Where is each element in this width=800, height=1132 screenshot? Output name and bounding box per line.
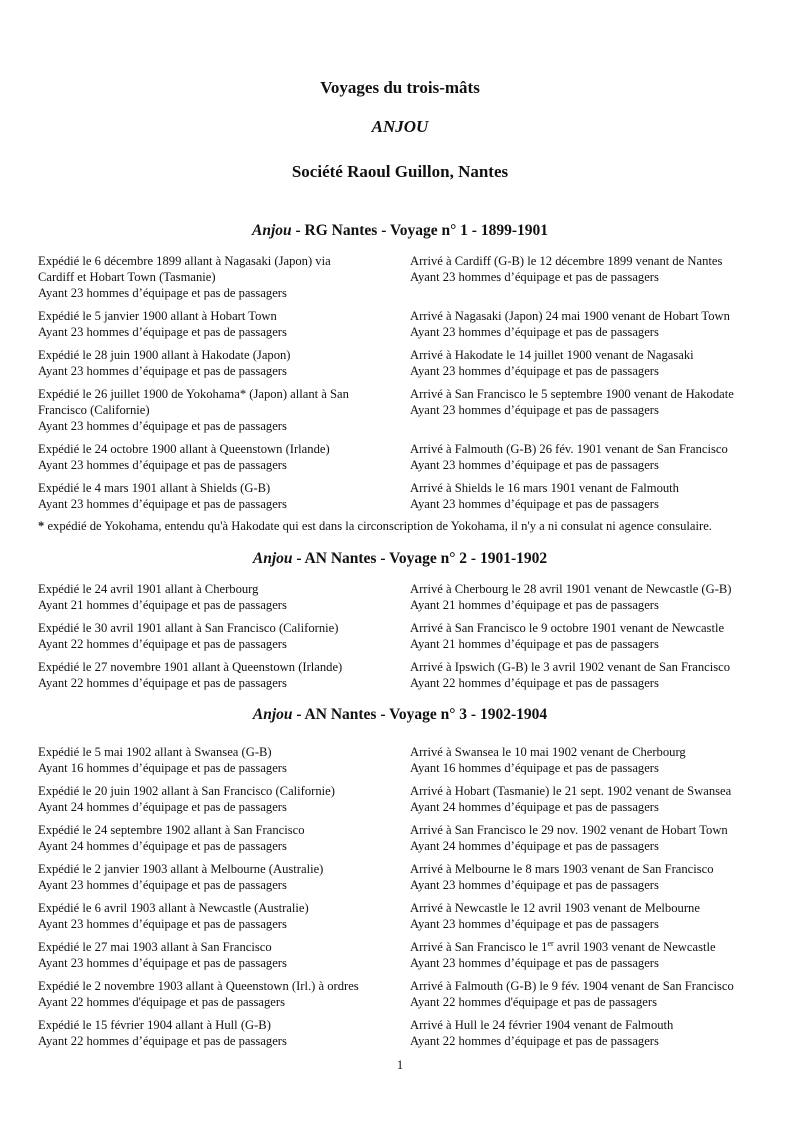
departure-line: Ayant 16 hommes d’équipage et pas de passagers bbox=[38, 761, 287, 775]
departure-line: Expédié le 2 novembre 1903 allant à Queenstown (Irl.) à ordres bbox=[38, 979, 359, 993]
arrival-line: Arrivé à Hobart (Tasmanie) le 21 sept. 1902 venant de Swansea bbox=[410, 784, 732, 798]
arrival-record bbox=[410, 900, 790, 932]
departure-line: Expédié le 5 mai 1902 allant à Swansea (G-B) bbox=[38, 745, 272, 759]
footnote-marker: * bbox=[38, 519, 45, 533]
arrival-line: Ayant 23 hommes d’équipage et pas de passagers bbox=[410, 270, 659, 284]
departure-line: Expédié le 24 septembre 1902 allant à San Francisco bbox=[38, 823, 305, 837]
footnote-text: expédié de Yokohama, entendu qu'à Hakodate qui est dans la circonscription de Yokohama, il n'y a ni consulat ni agence consulaire. bbox=[44, 519, 712, 533]
arrival-record bbox=[410, 441, 790, 473]
departure-record bbox=[38, 253, 388, 301]
arrival-line: Arrivé à Cardiff (G-B) le 12 décembre 1899 venant de Nantes bbox=[410, 254, 723, 268]
arrival-line: Arrivé à Cherbourg le 28 avril 1901 venant de Newcastle (G-B) bbox=[410, 582, 732, 596]
voyage-1-heading bbox=[0, 222, 800, 240]
departure-line: Expédié le 27 mai 1903 allant à San Francisco bbox=[38, 940, 272, 954]
arrival-record bbox=[410, 480, 790, 512]
departure-record bbox=[38, 939, 388, 971]
arrival-line: Arrivé à Falmouth (G-B) 26 fév. 1901 venant de San Francisco bbox=[410, 442, 728, 456]
departure-record bbox=[38, 978, 388, 1010]
arrival-record bbox=[410, 822, 790, 854]
departure-line: Expédié le 27 novembre 1901 allant à Queenstown (Irlande) bbox=[38, 660, 343, 674]
departure-line: Expédié le 15 février 1904 allant à Hull (G-B) bbox=[38, 1018, 271, 1032]
voyage-2-ship: Anjou bbox=[252, 550, 293, 567]
arrival-line: Ayant 23 hommes d’équipage et pas de passagers bbox=[410, 458, 659, 472]
departure-record bbox=[38, 386, 388, 434]
arrival-record bbox=[410, 861, 790, 893]
departure-line: Expédié le 20 juin 1902 allant à San Francisco (Californie) bbox=[38, 784, 335, 798]
departure-record bbox=[38, 744, 388, 776]
departure-record bbox=[38, 581, 388, 613]
arrival-record bbox=[410, 386, 790, 418]
departure-line: Expédié le 24 octobre 1900 allant à Queenstown (Irlande) bbox=[38, 442, 330, 456]
departure-line: Ayant 23 hommes d’équipage et pas de passagers bbox=[38, 419, 287, 433]
departure-line: Ayant 22 hommes d’équipage et pas de passagers bbox=[38, 1034, 287, 1048]
arrival-line: Arrivé à Newcastle le 12 avril 1903 venant de Melbourne bbox=[410, 901, 700, 915]
departure-line: Ayant 23 hommes d’équipage et pas de passagers bbox=[38, 878, 287, 892]
arrival-line: Ayant 24 hommes d’équipage et pas de passagers bbox=[410, 800, 659, 814]
arrival-line: Arrivé à Hakodate le 14 juillet 1900 venant de Nagasaki bbox=[410, 348, 694, 362]
arrival-record bbox=[410, 939, 790, 971]
arrival-record bbox=[410, 620, 790, 652]
arrival-line: Ayant 22 hommes d’équipage et pas de passagers bbox=[410, 1034, 659, 1048]
voyage-1-title: - RG Nantes - Voyage n° 1 - 1899-1901 bbox=[291, 222, 548, 239]
arrival-line: Arrivé à Nagasaki (Japon) 24 mai 1900 venant de Hobart Town bbox=[410, 309, 730, 323]
arrival-line: Arrivé à Falmouth (G-B) le 9 fév. 1904 venant de San Francisco bbox=[410, 979, 734, 993]
company-name: Société Raoul Guillon, Nantes bbox=[291, 162, 509, 181]
arrival-line: Arrivé à San Francisco le 29 nov. 1902 venant de Hobart Town bbox=[410, 823, 728, 837]
arrival-record bbox=[410, 744, 790, 776]
departure-line: Expédié le 30 avril 1901 allant à San Francisco (Californie) bbox=[38, 621, 339, 635]
arrival-line: Arrivé à Shields le 16 mars 1901 venant de Falmouth bbox=[410, 481, 679, 495]
departure-line: Expédié le 2 janvier 1903 allant à Melbourne (Australie) bbox=[38, 862, 324, 876]
arrival-line: Arrivé à Swansea le 10 mai 1902 venant de Cherbourg bbox=[410, 745, 686, 759]
departure-record bbox=[38, 480, 388, 512]
departure-line: Ayant 24 hommes d’équipage et pas de passagers bbox=[38, 800, 287, 814]
departure-line: Ayant 23 hommes d’équipage et pas de passagers bbox=[38, 364, 287, 378]
departure-line: Ayant 23 hommes d’équipage et pas de passagers bbox=[38, 497, 287, 511]
departure-line: Ayant 23 hommes d’équipage et pas de passagers bbox=[38, 286, 287, 300]
voyage-3-heading bbox=[0, 706, 800, 724]
arrival-line: Ayant 16 hommes d’équipage et pas de passagers bbox=[410, 761, 659, 775]
departure-line: Ayant 22 hommes d’équipage et pas de passagers bbox=[38, 637, 287, 651]
arrival-line: Ayant 23 hommes d’équipage et pas de passagers bbox=[410, 497, 659, 511]
departure-line: Expédié le 26 juillet 1900 de Yokohama* (Japon) allant à San bbox=[38, 387, 349, 401]
arrival-line: Ayant 21 hommes d’équipage et pas de passagers bbox=[410, 598, 659, 612]
arrival-line: Ayant 23 hommes d’équipage et pas de passagers bbox=[410, 403, 659, 417]
departure-line: Ayant 21 hommes d’équipage et pas de passagers bbox=[38, 598, 287, 612]
departure-line: Expédié le 6 avril 1903 allant à Newcastle (Australie) bbox=[38, 901, 309, 915]
arrival-line: Ayant 22 hommes d'équipage et pas de passagers bbox=[410, 995, 657, 1009]
departure-line: Ayant 23 hommes d’équipage et pas de passagers bbox=[38, 325, 287, 339]
departure-record bbox=[38, 1017, 388, 1049]
arrival-line bbox=[410, 939, 790, 955]
arrival-line: Ayant 23 hommes d’équipage et pas de passagers bbox=[410, 917, 659, 931]
departure-line: Ayant 23 hommes d’équipage et pas de passagers bbox=[38, 458, 287, 472]
departure-record bbox=[38, 308, 388, 340]
departure-line: Expédié le 6 décembre 1899 allant à Nagasaki (Japon) via bbox=[38, 254, 331, 268]
departure-line: Cardiff et Hobart Town (Tasmanie) bbox=[38, 270, 216, 284]
arrival-record bbox=[410, 581, 790, 613]
ship-name: ANJOU bbox=[371, 117, 429, 136]
departure-record bbox=[38, 347, 388, 379]
arrival-line: Arrivé à Ipswich (G-B) le 3 avril 1902 venant de San Francisco bbox=[410, 660, 730, 674]
departure-record bbox=[38, 659, 388, 691]
arrival-record bbox=[410, 659, 790, 691]
arrival-record bbox=[410, 783, 790, 815]
arrival-line: Arrivé à Melbourne le 8 mars 1903 venant de San Francisco bbox=[410, 862, 714, 876]
arrival-line: Arrivé à Hull le 24 février 1904 venant de Falmouth bbox=[410, 1018, 674, 1032]
arrival-line: Ayant 22 hommes d’équipage et pas de passagers bbox=[410, 676, 659, 690]
ordinal-superscript: er bbox=[547, 938, 554, 948]
arrival-record bbox=[410, 347, 790, 379]
arrival-record bbox=[410, 308, 790, 340]
departure-record bbox=[38, 822, 388, 854]
arrival-text: Arrivé à San Francisco le 1 bbox=[410, 940, 548, 954]
departure-record bbox=[38, 441, 388, 473]
voyage-1-ship: Anjou bbox=[252, 222, 292, 239]
arrival-line: Arrivé à San Francisco le 5 septembre 1900 venant de Hakodate bbox=[410, 387, 734, 401]
arrival-line: Ayant 24 hommes d’équipage et pas de passagers bbox=[410, 839, 659, 853]
document-title: Voyages du trois-mâts bbox=[320, 78, 480, 97]
arrival-line: Ayant 23 hommes d’équipage et pas de passagers bbox=[410, 878, 659, 892]
arrival-record bbox=[410, 978, 790, 1010]
departure-line: Expédié le 5 janvier 1900 allant à Hobart Town bbox=[38, 309, 277, 323]
departure-line: Ayant 22 hommes d’équipage et pas de passagers bbox=[38, 676, 287, 690]
arrival-record bbox=[410, 1017, 790, 1049]
arrival-line: Ayant 21 hommes d’équipage et pas de passagers bbox=[410, 637, 659, 651]
footnote bbox=[38, 519, 798, 534]
voyage-3-title: - AN Nantes - Voyage n° 3 - 1902-1904 bbox=[292, 706, 548, 723]
arrival-line: Ayant 23 hommes d’équipage et pas de passagers bbox=[410, 325, 659, 339]
arrival-line: Arrivé à San Francisco le 9 octobre 1901 venant de Newcastle bbox=[410, 621, 725, 635]
departure-line: Ayant 22 hommes d'équipage et pas de passagers bbox=[38, 995, 285, 1009]
arrival-line: Ayant 23 hommes d’équipage et pas de passagers bbox=[410, 364, 659, 378]
departure-line: Ayant 23 hommes d’équipage et pas de passagers bbox=[38, 956, 287, 970]
departure-line: Expédié le 28 juin 1900 allant à Hakodate (Japon) bbox=[38, 348, 291, 362]
departure-line: Francisco (Californie) bbox=[38, 403, 150, 417]
departure-record bbox=[38, 783, 388, 815]
voyage-2-title: - AN Nantes - Voyage n° 2 - 1901-1902 bbox=[292, 550, 548, 567]
voyage-3-ship: Anjou bbox=[252, 706, 293, 723]
arrival-line: Ayant 23 hommes d’équipage et pas de passagers bbox=[410, 956, 659, 970]
departure-line: Expédié le 4 mars 1901 allant à Shields (G-B) bbox=[38, 481, 271, 495]
departure-record bbox=[38, 861, 388, 893]
arrival-text: avril 1903 venant de Newcastle bbox=[553, 940, 716, 954]
departure-record bbox=[38, 900, 388, 932]
departure-line: Ayant 24 hommes d’équipage et pas de passagers bbox=[38, 839, 287, 853]
departure-line: Ayant 23 hommes d’équipage et pas de passagers bbox=[38, 917, 287, 931]
departure-line: Expédié le 24 avril 1901 allant à Cherbourg bbox=[38, 582, 259, 596]
page-number: 1 bbox=[396, 1058, 404, 1072]
arrival-record bbox=[410, 253, 790, 285]
voyage-2-heading bbox=[0, 550, 800, 568]
departure-record bbox=[38, 620, 388, 652]
